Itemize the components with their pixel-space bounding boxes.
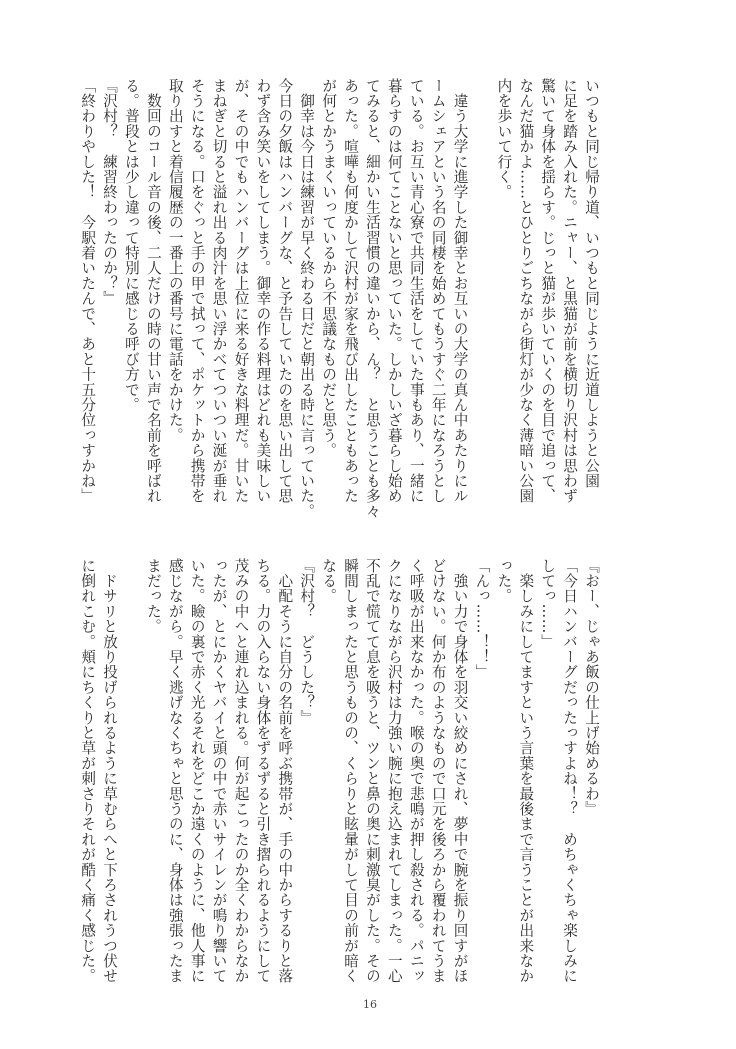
blank-line bbox=[120, 558, 142, 988]
text-line: に倒れこむ。頬にちくりと草が刺さりそれが酷く痛く感じた。 bbox=[79, 558, 97, 984]
text-line: 『沢村？ 練習終わったのか？』 bbox=[101, 78, 119, 306]
text-line: 楽しみにしてますという言葉を最後まで言うことが出来なか bbox=[517, 558, 535, 984]
text-line: ったが、とにかくヤバイと頭の中で赤いサイレンが鳴り響いて bbox=[210, 558, 228, 984]
text-line: 『おー、じゃあ飯の仕上げ始めるわ』 bbox=[583, 558, 600, 817]
text-line: まねぎと切ると溢れ出る肉汁を思い浮かべてついつい涎が垂れ bbox=[210, 78, 228, 504]
text-line: 心配そうに自分の名前を呼ぶ携帯が、手の中からするりと落 bbox=[276, 558, 294, 984]
text-block-top bbox=[76, 78, 602, 548]
text-line: 「今日ハンバーグだったっすよね！？ めちゃくちゃ楽しみに bbox=[561, 558, 579, 984]
text-line: 瞬間しまったと思うものの、くらりと眩暈がして目の前が暗く bbox=[342, 558, 360, 984]
text-line: 「んっ……！！」 bbox=[473, 558, 491, 680]
text-block-bottom bbox=[76, 558, 602, 988]
text-line: に足を踏み入れた。ニャー、と黒猫が前を横切り沢村は思わず bbox=[561, 78, 579, 504]
text-line: なんだ猫かよ……とひとりごちながら街灯が少なく薄暗い公園 bbox=[517, 78, 535, 504]
text-line: 御幸は今日は練習が早く終わる日だと朝出る時に言っていた。 bbox=[298, 78, 316, 519]
text-line: 数回のコール音の後、二人だけの時の甘い声で名前を呼ばれ bbox=[144, 78, 162, 504]
text-line: 茂みの中へと連れ込まれる。何が起こったのか全くわからなか bbox=[232, 558, 250, 984]
text-line: った。 bbox=[495, 558, 513, 604]
text-line: てみると、細かい生活習慣の違いから、ん？ と思うことも多々 bbox=[363, 78, 381, 519]
blank-line bbox=[471, 78, 493, 548]
text-line: 強い力で身体を羽交い絞めにされ、夢中で腕を振り回すがほ bbox=[451, 558, 469, 984]
text-line: いつもと同じ帰り道、いつもと同じように近道しようと公園 bbox=[583, 78, 600, 489]
text-line: まだった。 bbox=[144, 558, 162, 634]
text-line: ームシェアという名の同棲を始めてもうすぐ二年になろうとし bbox=[429, 78, 447, 504]
text-line: 『沢村？ どうした？』 bbox=[298, 558, 316, 726]
text-line: る。普段とは少し違って特別に感じる呼び方で。 bbox=[122, 78, 140, 413]
text-line: なる。 bbox=[320, 558, 338, 604]
text-line: してっ……」 bbox=[539, 558, 557, 650]
text-line: 不乱で慌てて息を吸うと、ツンと鼻の奥に刺激臭がした。その bbox=[363, 558, 381, 984]
text-line: 感じながら。早く逃げなくちゃと思うのに、身体は強張ったま bbox=[166, 558, 184, 984]
text-line: ドサリと放り投げられるように草むらへと下ろされうつ伏せ bbox=[101, 558, 119, 984]
text-line: が何とかうまくいっているから不思議なものだと思う。 bbox=[320, 78, 338, 458]
text-line: クになりながら沢村は力強い腕に抱え込まれてしまった。一心 bbox=[385, 558, 403, 984]
text-line: どけない。何か布のようなもので口元を後ろから覆われてうま bbox=[429, 558, 447, 984]
text-line: 今日の夕飯はハンバーグな、と予告していたのを思い出して思 bbox=[276, 78, 294, 504]
text-line: 「終わりやした！ 今駅着いたんで、あと十五分位っすかね」 bbox=[79, 78, 97, 504]
text-line: 暮らすのは何てことないと思っていた。しかしいざ暮らし始め bbox=[385, 78, 403, 504]
text-line: ている。お互い青心寮で共同生活をしていた事もあり、一緒に bbox=[407, 78, 425, 504]
text-line: 内を歩いて行く。 bbox=[495, 78, 513, 200]
text-line: わず含み笑いをしてしまう。御幸の作る料理はどれも美味しい bbox=[254, 78, 272, 504]
text-line: いた。瞼の裏で赤く光るそれをどこか遠くのように、他人事に bbox=[188, 558, 206, 984]
text-line: そうになる。口をぐっと手の甲で拭って、ポケットから携帯を bbox=[188, 78, 206, 504]
text-line: あった。喧嘩も何度かして沢村が家を飛び出したこともあった bbox=[342, 78, 360, 504]
text-line: く呼吸が出来なかった。喉の奥で悲鳴が押し殺される。パニッ bbox=[407, 558, 425, 984]
text-line: 取り出すと着信履歴の一番上の番号に電話をかけた。 bbox=[166, 78, 184, 443]
text-line: が、その中でもハンバーグは上位に来る好きな料理だ。甘いた bbox=[232, 78, 250, 504]
text-line: 違う大学に進学した御幸とお互いの大学の真ん中あたりにル bbox=[451, 78, 469, 504]
text-line: 驚いて身体を揺らす。じっと猫が歩いていくのを目で追って、 bbox=[539, 78, 557, 504]
text-line: ちる。力の入らない身体をずるずると引き摺られるようにして bbox=[254, 558, 272, 984]
page-number: 16 bbox=[363, 998, 377, 1011]
